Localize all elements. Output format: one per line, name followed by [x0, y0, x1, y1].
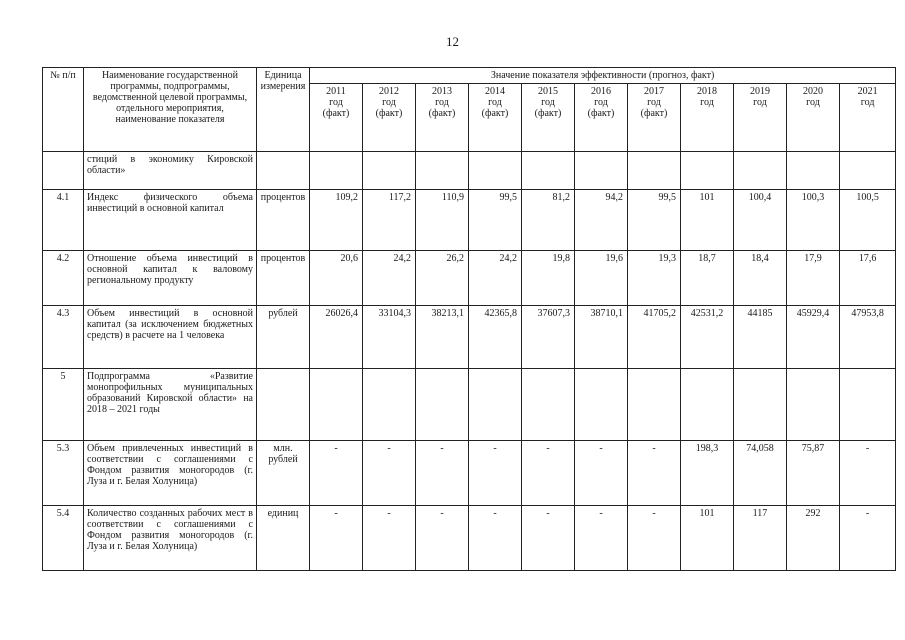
- row-number: 4.2: [43, 251, 84, 306]
- value-cell: -: [416, 506, 469, 571]
- indicator-name: Объем привлеченных инвестиций в соответствии с соглашениями с Фондом развития моногородов (г. Луза и г. Белая Холуница): [84, 441, 257, 506]
- value-cell: 44185: [734, 306, 787, 369]
- value-cell: 42365,8: [469, 306, 522, 369]
- unit: млн. рублей: [257, 441, 310, 506]
- table-row: [43, 190, 896, 251]
- header-year-word: год: [435, 97, 449, 108]
- value-cell: 45929,4: [787, 306, 840, 369]
- header-year: [734, 84, 787, 152]
- header-name: Наименование государственной программы, подпрограммы, ведомственной целевой программы, отдельного мероприятия, наименование показателя: [84, 68, 257, 152]
- value-cell: [363, 152, 416, 190]
- value-cell: 109,2: [310, 190, 363, 251]
- header-year: [575, 84, 628, 152]
- header-year-note: (факт): [481, 108, 509, 119]
- header-year-word: год: [382, 97, 396, 108]
- table-row: [43, 152, 896, 190]
- value-cell: 74,058: [734, 441, 787, 506]
- indicator-name: Объем инвестиций в основной капитал (за исключением бюджетных средств) в расчете на 1 человека: [84, 306, 257, 369]
- value-cell: -: [363, 441, 416, 506]
- value-cell: [575, 152, 628, 190]
- header-year-year: 2011: [326, 86, 346, 97]
- value-cell: 100,5: [840, 190, 896, 251]
- unit: рублей: [257, 306, 310, 369]
- row-number: [43, 152, 84, 190]
- value-cell: 24,2: [469, 251, 522, 306]
- value-cell: [787, 369, 840, 441]
- header-year: [522, 84, 575, 152]
- value-cell: -: [840, 441, 896, 506]
- header-year-year: 2012: [379, 86, 399, 97]
- value-cell: 33104,3: [363, 306, 416, 369]
- header-year-word: год: [860, 97, 875, 108]
- header-year: [469, 84, 522, 152]
- value-cell: -: [628, 506, 681, 571]
- indicators-table: [42, 67, 896, 571]
- value-cell: -: [628, 441, 681, 506]
- table-row: [43, 251, 896, 306]
- indicator-name: Отношение объема инвестиций в основной капитал к валовому региональному продукту: [84, 251, 257, 306]
- value-cell: 292: [787, 506, 840, 571]
- value-cell: 101: [681, 506, 734, 571]
- row-number: 4.1: [43, 190, 84, 251]
- value-cell: 19,8: [522, 251, 575, 306]
- unit: процентов: [257, 190, 310, 251]
- value-cell: 101: [681, 190, 734, 251]
- header-year-word: год: [594, 97, 608, 108]
- value-cell: 38710,1: [575, 306, 628, 369]
- value-cell: -: [469, 441, 522, 506]
- header-year-note: (факт): [375, 108, 403, 119]
- header-year-note: (факт): [428, 108, 456, 119]
- header-year-word: год: [753, 97, 767, 108]
- header-year-year: 2018: [697, 86, 717, 97]
- value-cell: 38213,1: [416, 306, 469, 369]
- unit: [257, 369, 310, 441]
- header-year-year: 2014: [485, 86, 505, 97]
- value-cell: 100,3: [787, 190, 840, 251]
- value-cell: [469, 152, 522, 190]
- value-cell: [522, 369, 575, 441]
- unit: процентов: [257, 251, 310, 306]
- indicator-name: Индекс физического объема инвестиций в основной капитал: [84, 190, 257, 251]
- value-cell: 19,3: [628, 251, 681, 306]
- value-cell: 47953,8: [840, 306, 896, 369]
- value-cell: -: [310, 441, 363, 506]
- value-cell: 75,87: [787, 441, 840, 506]
- value-cell: -: [575, 441, 628, 506]
- value-cell: 100,4: [734, 190, 787, 251]
- header-values: Значение показателя эффективности (прогноз, факт): [310, 68, 896, 84]
- value-cell: -: [840, 506, 896, 571]
- value-cell: [628, 152, 681, 190]
- value-cell: [840, 152, 896, 190]
- value-cell: [787, 152, 840, 190]
- row-number: 5: [43, 369, 84, 441]
- header-year: [416, 84, 469, 152]
- value-cell: -: [416, 441, 469, 506]
- header-year-year: 2017: [644, 86, 664, 97]
- header-year-year: 2021: [857, 86, 878, 97]
- header-year: [310, 84, 363, 152]
- value-cell: 18,7: [681, 251, 734, 306]
- indicator-name: Подпрограмма «Развитие монопрофильных муниципальных образований Кировской области» на 2018 – 2021 годы: [84, 369, 257, 441]
- value-cell: 42531,2: [681, 306, 734, 369]
- value-cell: [416, 369, 469, 441]
- row-number: 5.3: [43, 441, 84, 506]
- value-cell: -: [363, 506, 416, 571]
- unit: единиц: [257, 506, 310, 571]
- table-row: [43, 506, 896, 571]
- row-number: 4.3: [43, 306, 84, 369]
- value-cell: 37607,3: [522, 306, 575, 369]
- value-cell: 94,2: [575, 190, 628, 251]
- value-cell: 19,6: [575, 251, 628, 306]
- value-cell: [310, 369, 363, 441]
- value-cell: 20,6: [310, 251, 363, 306]
- value-cell: 110,9: [416, 190, 469, 251]
- value-cell: 26,2: [416, 251, 469, 306]
- value-cell: [681, 152, 734, 190]
- value-cell: [734, 152, 787, 190]
- value-cell: -: [522, 506, 575, 571]
- header-year-word: год: [329, 97, 343, 108]
- header-year: [787, 84, 840, 152]
- value-cell: [681, 369, 734, 441]
- header-year: [363, 84, 416, 152]
- value-cell: -: [522, 441, 575, 506]
- value-cell: 117,2: [363, 190, 416, 251]
- indicator-name: Количество созданных рабочих мест в соответствии с соглашениями с Фондом развития моногородов (г. Луза и г. Белая Холуница): [84, 506, 257, 571]
- header-year-year: 2019: [750, 86, 770, 97]
- value-cell: [469, 369, 522, 441]
- value-cell: 26026,4: [310, 306, 363, 369]
- header-year-note: (факт): [640, 108, 668, 119]
- table-row: [43, 306, 896, 369]
- header-year: [681, 84, 734, 152]
- unit: [257, 152, 310, 190]
- indicator-name: стиций в экономику Кировской области»: [84, 152, 257, 190]
- header-year-year: 2020: [803, 86, 823, 97]
- header-year: [840, 84, 896, 152]
- value-cell: 24,2: [363, 251, 416, 306]
- value-cell: 17,6: [840, 251, 896, 306]
- header-year-word: год: [806, 97, 820, 108]
- header-year-year: 2016: [591, 86, 611, 97]
- header-year-word: год: [488, 97, 502, 108]
- value-cell: [416, 152, 469, 190]
- header-year-word: год: [700, 97, 714, 108]
- value-cell: [363, 369, 416, 441]
- value-cell: 99,5: [469, 190, 522, 251]
- row-number: 5.4: [43, 506, 84, 571]
- value-cell: 41705,2: [628, 306, 681, 369]
- header-year-note: (факт): [322, 108, 350, 119]
- value-cell: -: [469, 506, 522, 571]
- header-year-year: 2015: [538, 86, 558, 97]
- value-cell: [840, 369, 896, 441]
- value-cell: [310, 152, 363, 190]
- header-year-word: год: [541, 97, 555, 108]
- value-cell: [734, 369, 787, 441]
- header-year-word: год: [647, 97, 661, 108]
- value-cell: -: [310, 506, 363, 571]
- value-cell: 99,5: [628, 190, 681, 251]
- header-year: [628, 84, 681, 152]
- header-num: № п/п: [43, 68, 84, 152]
- page-number: 12: [446, 34, 459, 49]
- table-row: [43, 441, 896, 506]
- value-cell: 117: [734, 506, 787, 571]
- value-cell: 18,4: [734, 251, 787, 306]
- header-year-year: 2013: [432, 86, 452, 97]
- value-cell: 17,9: [787, 251, 840, 306]
- header-unit: Единица измерения: [257, 68, 310, 152]
- value-cell: [575, 369, 628, 441]
- value-cell: 198,3: [681, 441, 734, 506]
- table-row: [43, 369, 896, 441]
- value-cell: [522, 152, 575, 190]
- value-cell: 81,2: [522, 190, 575, 251]
- header-year-note: (факт): [587, 108, 615, 119]
- value-cell: -: [575, 506, 628, 571]
- value-cell: [628, 369, 681, 441]
- header-year-note: (факт): [534, 108, 562, 119]
